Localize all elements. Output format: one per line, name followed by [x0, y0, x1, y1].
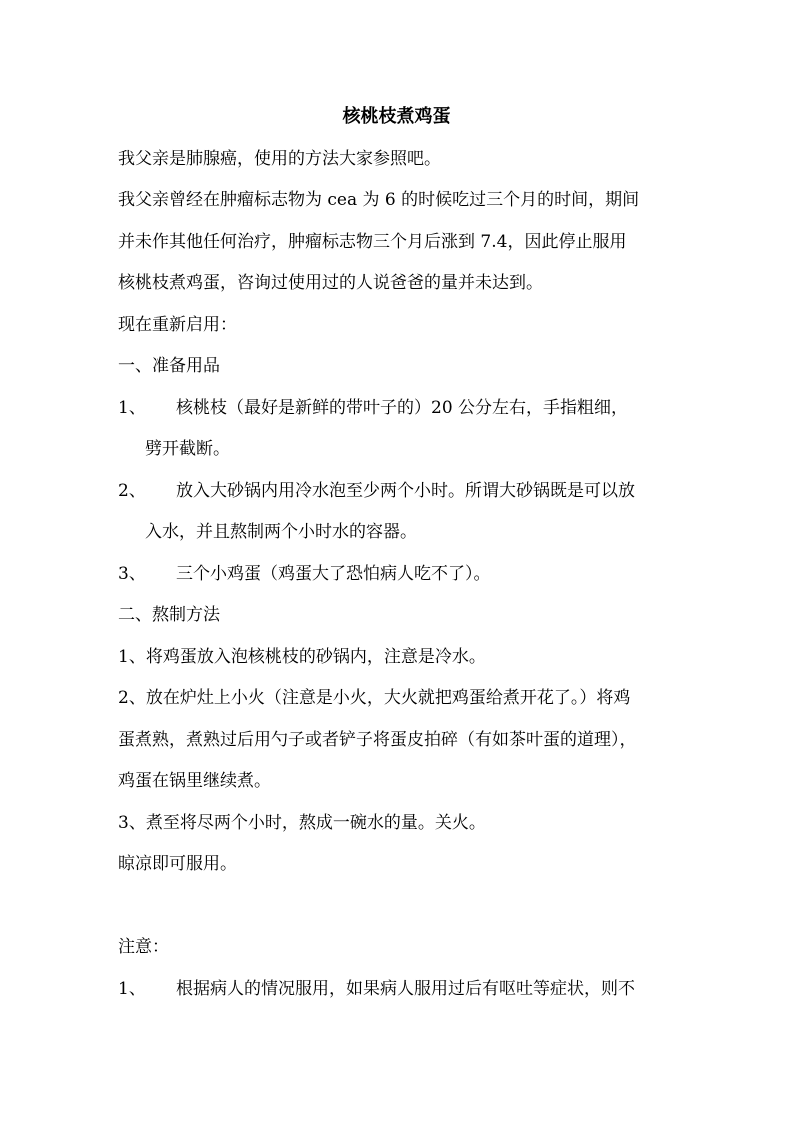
intro-paragraph-line-3: 核桃枝煮鸡蛋，咨询过使用过的人说爸爸的量并未达到。	[118, 273, 543, 293]
section1-item2-continuation: 入水，并且熬制两个小时水的容器。	[145, 522, 417, 542]
restart-line: 现在重新启用：	[118, 315, 237, 335]
intro-line-1: 我父亲是肺腺癌，使用的方法大家参照吧。	[118, 149, 441, 169]
document-title: 核桃枝煮鸡蛋	[342, 106, 451, 127]
note-heading: 注意：	[118, 937, 169, 957]
section2-step2-line-3: 鸡蛋在锅里继续煮。	[118, 771, 271, 791]
section1-item1-text: 核桃枝（最好是新鲜的带叶子的）20 公分左右，手指粗细，	[176, 398, 629, 418]
section1-item2-number: 2、	[118, 481, 146, 501]
note-item1-text: 根据病人的情况服用，如果病人服用过后有呕吐等症状，则不	[176, 979, 635, 999]
section1-item3-number: 3、	[118, 564, 146, 584]
cooling-line: 晾凉即可服用。	[118, 854, 237, 874]
section1-item1-number: 1、	[118, 398, 146, 418]
intro-paragraph-line-1: 我父亲曾经在肿瘤标志物为 cea 为 6 的时候吃过三个月的时间，期间	[118, 190, 640, 210]
note-item1-number: 1、	[118, 979, 146, 999]
section2-step1: 1、将鸡蛋放入泡核桃枝的砂锅内，注意是冷水。	[118, 647, 486, 667]
section1-item1-continuation: 劈开截断。	[145, 439, 230, 459]
section1-item3-text: 三个小鸡蛋（鸡蛋大了恐怕病人吃不了）。	[176, 564, 491, 584]
section2-heading: 二、熬制方法	[118, 605, 220, 625]
section2-step2-line-1: 2、放在炉灶上小火（注意是小火，大火就把鸡蛋给煮开花了。）将鸡	[118, 688, 631, 708]
section2-step2-line-2: 蛋煮熟，煮熟过后用勺子或者铲子将蛋皮拍碎（有如茶叶蛋的道理），	[118, 730, 637, 750]
section1-item2-text: 放入大砂锅内用冷水泡至少两个小时。所谓大砂锅既是可以放	[176, 481, 635, 501]
intro-paragraph-line-2: 并未作其他任何治疗，肿瘤标志物三个月后涨到 7.4，因此停止服用	[118, 232, 627, 252]
section2-step3: 3、煮至将尽两个小时，熬成一碗水的量。关火。	[118, 813, 486, 833]
section1-heading: 一、准备用品	[118, 356, 220, 376]
